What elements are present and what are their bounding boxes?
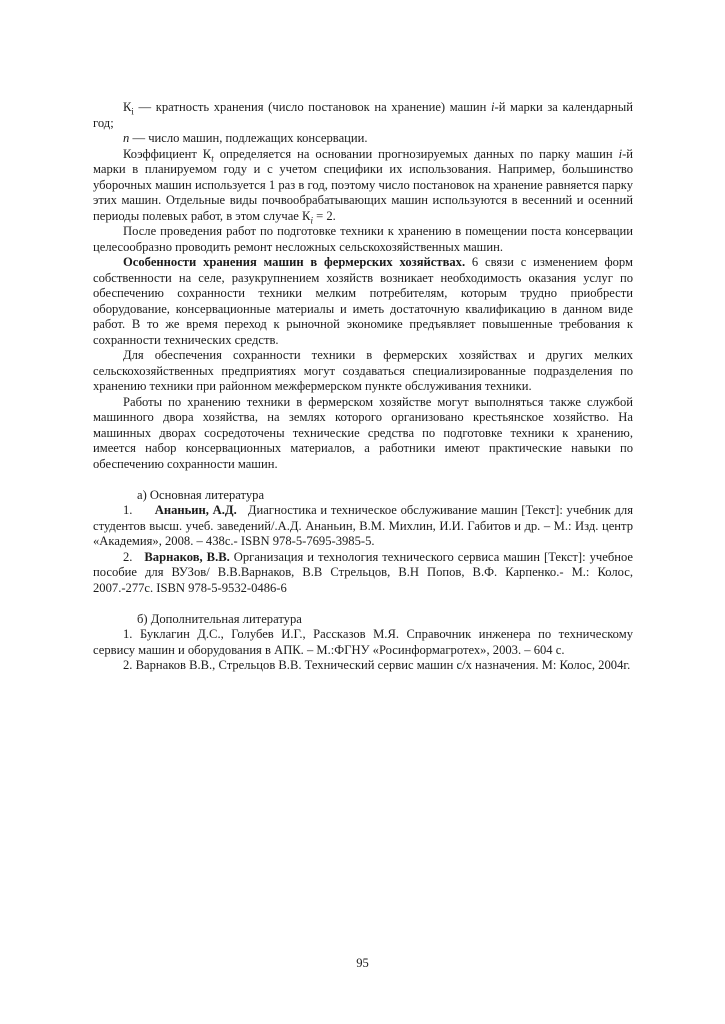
text-run: Варнаков, В.В.	[144, 549, 230, 564]
text-run: 2.	[123, 549, 145, 564]
paragraph	[93, 627, 633, 658]
paragraph	[93, 503, 633, 550]
paragraph	[93, 658, 633, 674]
text-run: Особенности хранения машин в фермерских хозяйствах.	[123, 255, 466, 269]
text-run: -й марки за календарный год;	[93, 100, 633, 130]
paragraph-spacer	[93, 472, 633, 488]
text-run: — кратность хранения (число постановок на хранение) машин	[133, 100, 491, 114]
paragraph	[93, 131, 633, 147]
paragraph-spacer	[93, 596, 633, 612]
text-run: После проведения работ по подготовке техники к хранению в помещении поста консервации целесообразно проводить ремонт несложных сельскохозяйственных машин.	[93, 224, 633, 254]
text-run: i	[310, 215, 313, 226]
paragraph	[93, 612, 633, 628]
paragraph	[93, 255, 633, 348]
text-run: i	[131, 106, 134, 117]
text-run: 1. Буклагин Д.С., Голубев И.Г., Рассказов М.Я. Справочник инженера по техническому сервису машин и оборудования в АПК. – М.:ФГНУ «Росинформагротех», 2003. – 604 с.	[93, 627, 633, 657]
text-run: Коэффициент К	[123, 146, 212, 161]
paragraph	[93, 224, 633, 255]
text-run: — число машин, подлежащих консервации.	[129, 131, 368, 145]
paragraph	[93, 550, 633, 597]
text-run: Ананьин, А.Д.	[154, 503, 237, 517]
text-run: а) Основная литература	[137, 487, 265, 502]
text-run: К	[123, 100, 132, 114]
text-run: t	[211, 153, 214, 164]
text-run: 6 связи с изменением форм собственности на селе, разукрупнением хозяйств возникает необходимость оказания услуг по обеспечению сохранности техники мелким потребителям, которым трудно приобрести оборудование, консервационные материалы и иметь достаточную квалификацию в данном виде работ. В то же время переход к рыночной экономике предъявляет повышенные требования к сохранности технических средств.	[93, 255, 633, 347]
text-run: 2. Варнаков В.В., Стрельцов В.В. Технический сервис машин с/х назначения. М: Колос, 2004г.	[123, 658, 631, 672]
paragraph	[93, 147, 633, 225]
paragraph	[93, 348, 633, 395]
text-run: i	[491, 100, 495, 114]
text-run: определяется на основании прогнозируемых данных по парку машин	[213, 146, 619, 161]
paragraph	[93, 488, 633, 504]
text-run: 1.	[123, 503, 155, 517]
document-body	[93, 100, 633, 674]
text-run: i	[618, 146, 623, 161]
text-run: n	[123, 131, 130, 145]
page-number: 95	[356, 956, 369, 970]
text-run: -й марки в планируемом году и с учетом специфики их использования. Например, большинство уборочных машин используется 1 раз в год, поэтому число постановок на хранение равняется парку этих машин. Отдельные виды почвообрабатывающих машин используются в весенний и осенний периоды полевых работ, в этом случае К	[93, 146, 633, 223]
paragraph	[93, 395, 633, 473]
text-run: Работы по хранению техники в фермерском хозяйстве могут выполняться также службой машинного двора хозяйства, на землях которого организовано крестьянское хозяйство. На машинных дворах сосредоточены технические средства по подготовке техники к хранению, имеется набор консервационных материалов, а работники имеют практические навыки по обеспечению сохранности машин.	[93, 394, 633, 471]
text-run: Диагностика и техническое обслуживание машин [Текст]: учебник для студентов высш. учеб. заведений/.А.Д. Ананьин, В.М. Михлин, И.И. Габитов и др. – М.: Изд. центр «Академия», 2008. – 438с.- ISBN 978-5-7695-3985-5.	[93, 503, 633, 548]
text-run: Организация и технология технического сервиса машин [Текст]: учебное пособие для ВУЗов/ В.В.Варнаков, В.В Стрельцов, В.Н Попов, В.Ф. Карпенко.- М.: Колос, 2007.-277с. ISBN 978-5-9532-0486-6	[93, 549, 634, 595]
text-run: Для обеспечения сохранности техники в фермерских хозяйствах и других мелких сельскохозяйственных предприятиях могут создаваться специализированные подразделения по хранению техники при районном межфермерском пункте обслуживания техники.	[93, 348, 633, 393]
text-run: б) Дополнительная литература	[137, 611, 302, 626]
text-run: = 2.	[312, 208, 336, 223]
paragraph	[93, 100, 633, 131]
